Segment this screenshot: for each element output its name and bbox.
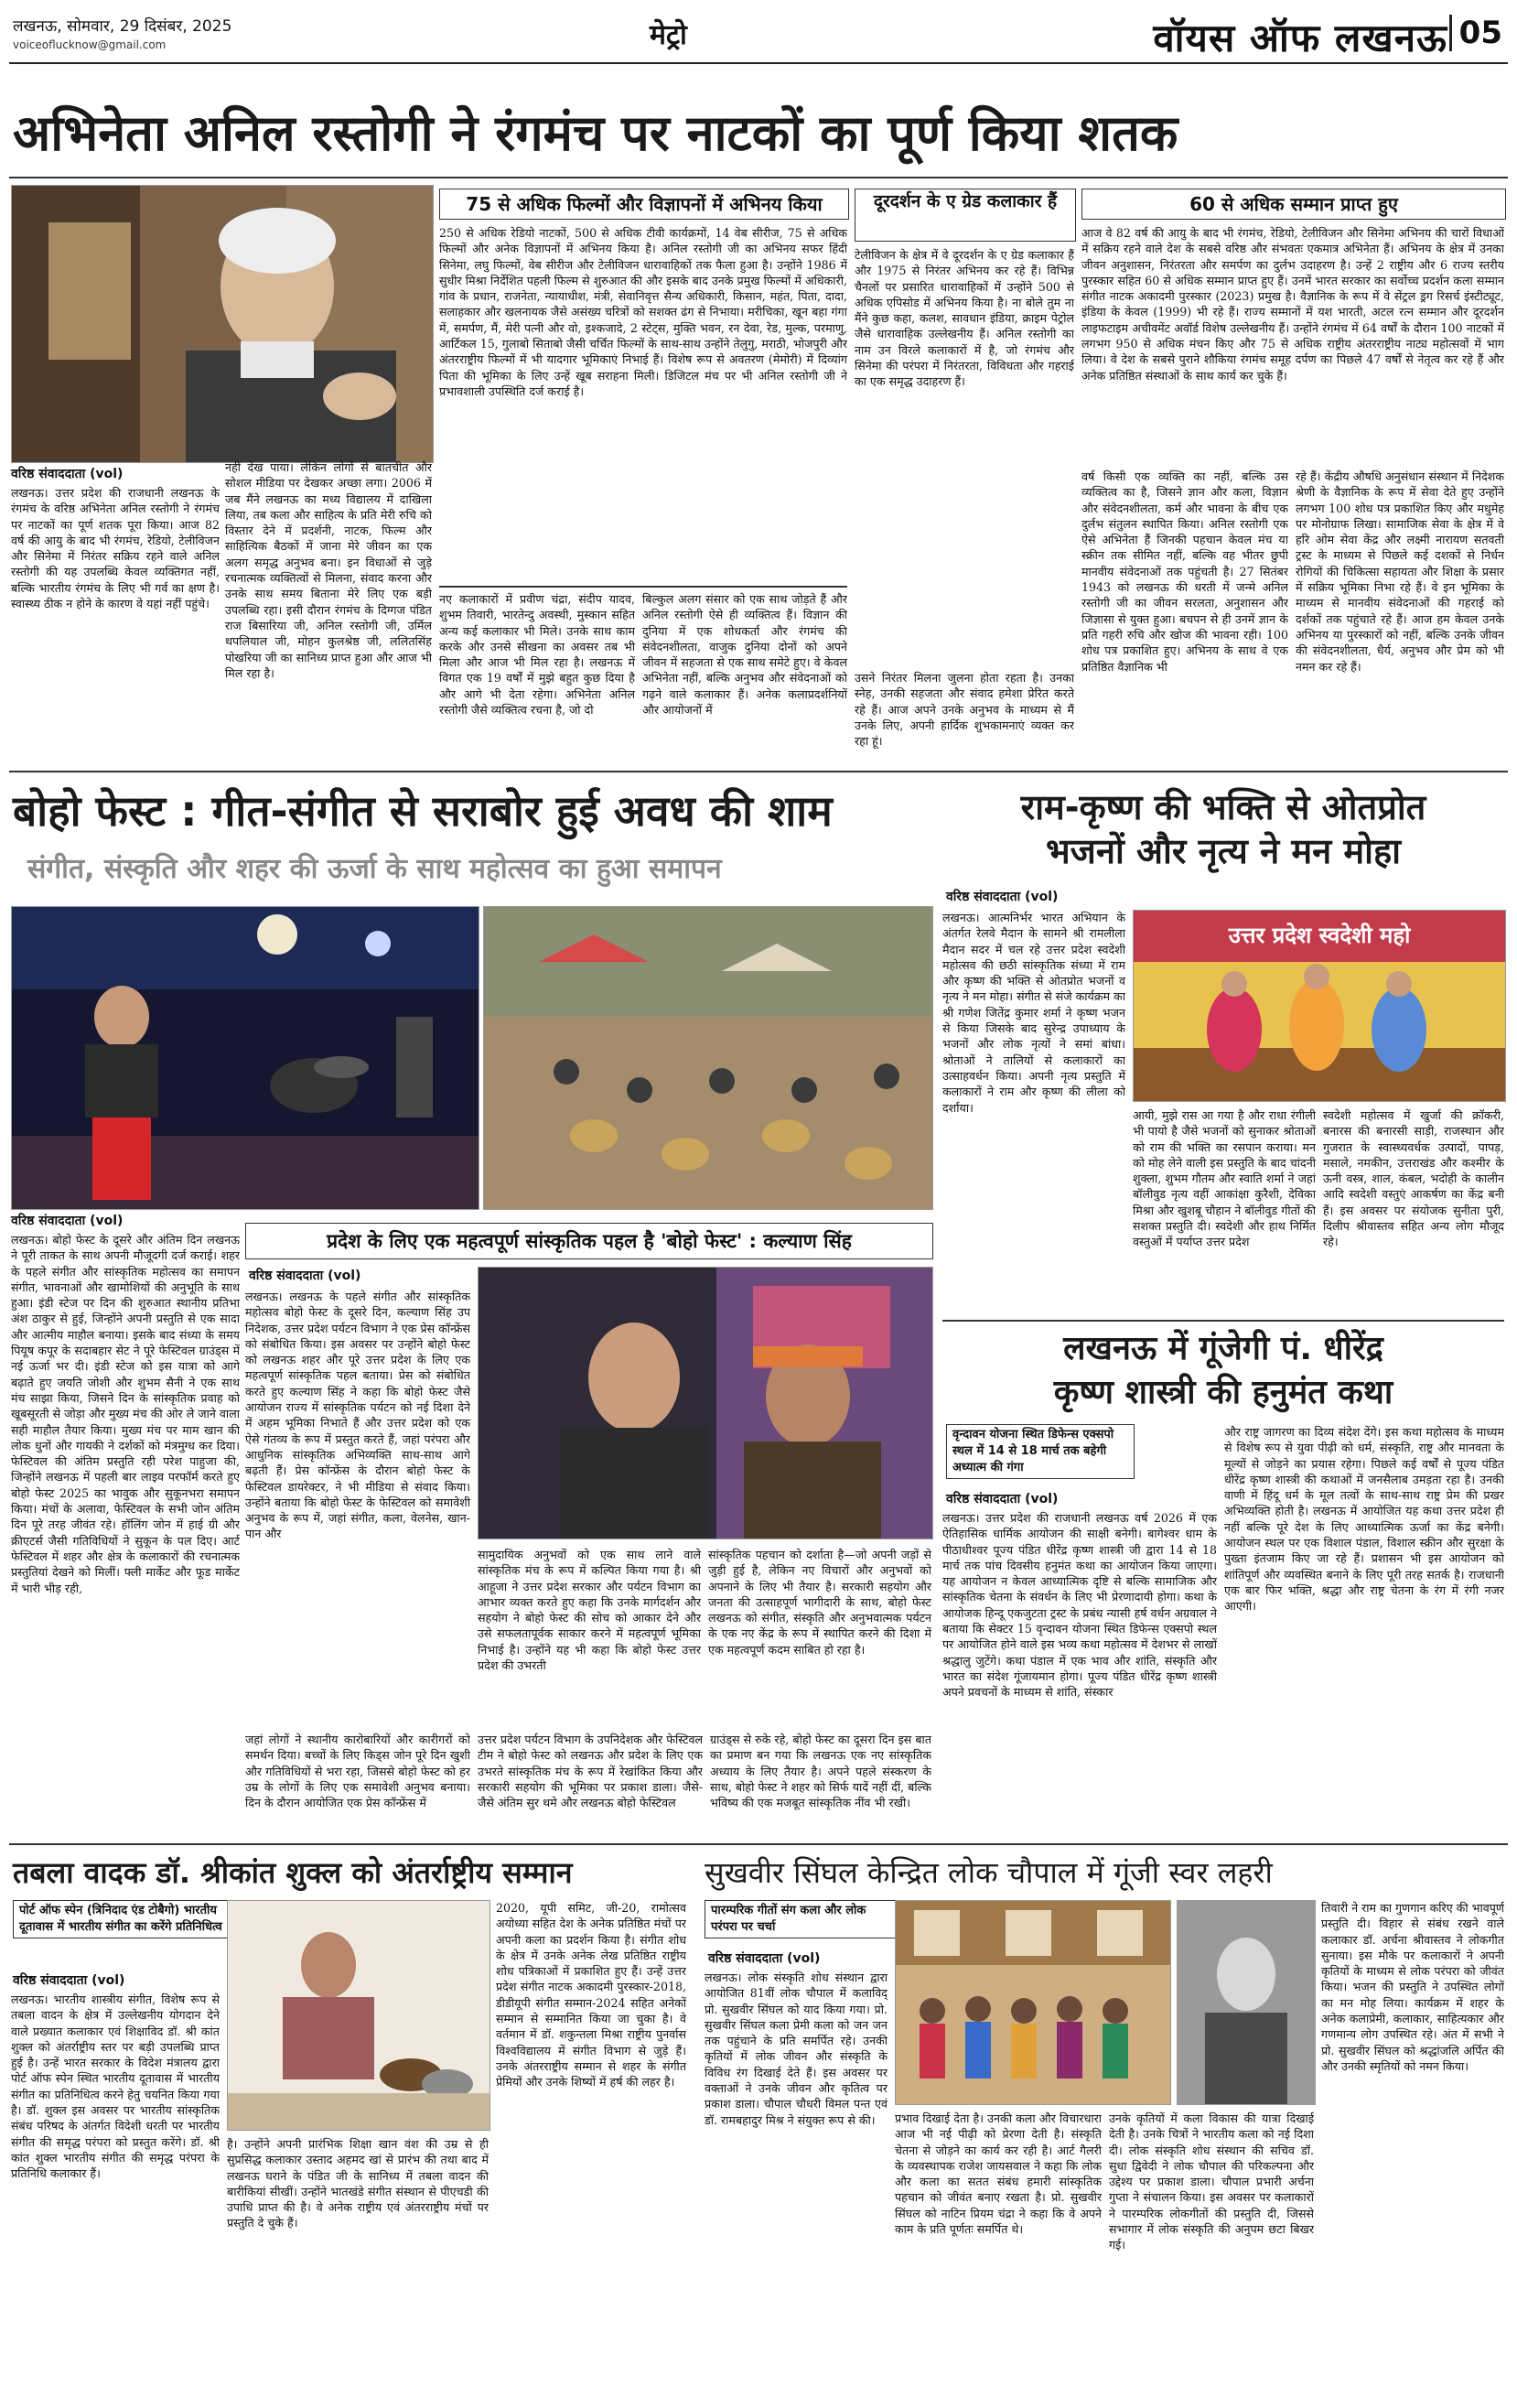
story2-subheadline: संगीत, संस्कृति और शहर की ऊर्जा के साथ महोत्सव का हुआ समापन (27, 853, 722, 885)
story7-group-photo (895, 1900, 1171, 2105)
story1-column-g: उसने निरंतर मिलना जुलना होता रहता है। उनका स्नेह, उनकी सहजता और संवाद हमेशा प्रेरित करते रहे हैं। आज अपने उनके अनुभव के माध्यम से मैं उनके लिए, अपनी हार्दिक शुभकामनाएं व्यक्त कर रहा हूं। (855, 671, 1074, 749)
tabla-player-photo (228, 1901, 490, 2130)
story2-headline: बोहो फेस्ट : गीत-संगीत से सराबोर हुई अवध की शाम (13, 786, 833, 836)
story6-column-a: लखनऊ। भारतीय शास्त्रीय संगीत, विशेष रूप से तबला वादन के क्षेत्र में उल्लेखनीय योगदान देने वाले प्रख्यात कलाकार एवं शिक्षाविद डॉ. श्री कांत शुक्ल को अंतर्राष्ट्रीय स्तर पर बड़ी उपलब्धि प्राप्त हुई है। उन्हें भारत सरकार के विदेश मंत्रालय द्वारा पोर्ट ऑफ स्पेन स्थित भारतीय दूतावास में भारतीय संगीत का प्रतिनिधित्व करने हेतु चयनित किया गया है। डॉ. शुक्ल इस अवसर पर भारतीय सांस्कृतिक संबंध परिषद के अंतर्गत विदेशी धरती पर भारतीय संगीत की समृद्ध परंपरा को प्रस्तुत करेंगे। डॉ. श्री कांत शुक्ल भारतीय संगीत की समृद्ध परंपरा के प्रतिनिधि कलाकार हैं। (11, 1992, 220, 2181)
story5-column-b: और राष्ट्र जागरण का दिव्य संदेश देंगे। इस कथा महोत्सव के माध्यम से विशेष रूप से युवा पीढ़ी को धर्म, संस्कृति, राष्ट्र और मानवता के मूल्यों से जोड़ने का प्रयास रहेगा। पिछले कई वर्षों से पूज्य पंडित धीरेंद्र कृष्ण शास्त्री की कथाओं में जनसैलाब उमड़ता रहा है। उनकी वाणी में हिंदू धर्म के मूल तत्वों के साथ-साथ राष्ट्र प्रेम की प्रखर अभिव्यक्ति होती है। लखनऊ में आयोजित यह कथा उत्तर प्रदेश ही नहीं बल्कि पूरे देश के लिए आध्यात्मिक ऊर्जा का केंद्र बनेगी। आयोजन स्थल पर एक विशाल पंडाल, विशाल स्क्रीन और सुरक्षा के पुख्ता इंतजाम किए जा रहे हैं। प्रशासन भी इस आयोजन को शांतिपूर्ण और व्यवस्थित बनाने के लिए पूरी तरह सतर्क है। राजधानी एक बार फिर भक्ति, श्रद्धा और राष्ट्र चेतना के रंग में रंगी नजर आएगी। (1224, 1425, 1504, 1614)
story1-box3-title: 60 से अधिक सम्मान प्राप्त हुए (1081, 189, 1506, 220)
story1-headline: अभिनेता अनिल रस्तोगी ने रंगमंच पर नाटकों का पूर्ण किया शतक (13, 104, 1178, 162)
story3-byline: वरिष्ठ संवाददाता (vol) (249, 1269, 361, 1283)
story7-column-d: तिवारी ने राम का गुणगान करिए की भावपूर्ण प्रस्तुति दी। विहार से संबंध रखने वाले कलाकार डॉ. अर्चना श्रीवास्तव ने लोकगीत सुनाया। इस मौके पर कलाकारों ने अपनी कृतियों के माध्यम से लोक परंपरा को जीवंत किया। भजन की प्रस्तुति ने उपस्थित लोगों का मन मोह लिया। कार्यक्रम में शहर के अनेक कलाप्रेमी, कलाकार, साहित्यकार और गणमान्य लोग उपस्थित रहे। अंत में सभी ने प्रो. सुखवीर सिंघल को श्रद्धांजलि अर्पित की और उनकी स्मृतियों को नमन किया। (1321, 1901, 1504, 2073)
story2-byline: वरिष्ठ संवाददाता (vol) (11, 1214, 124, 1228)
story3-column-c: सांस्कृतिक पहचान को दर्शाता है—जो अपनी जड़ों से जुड़ी हुई है, लेकिन नए विचारों और अनुभवों को अपनाने के लिए भी तैयार है। सरकारी सहयोग और जनता की उत्साहपूर्ण भागीदारी के साथ, बोहो फेस्ट लखनऊ को संगीत, संस्कृति और अनुभवात्मक पर्यटन के एक नए केंद्र के रूप में स्थापित करने की दिशा में एक महत्वपूर्ण कदम साबित हो रहा है। (708, 1548, 931, 1657)
story7-column-b: प्रभाव दिखाई देता है। उनकी कला और विचारधारा आज भी नई पीढ़ी को प्रेरणा देती है। संस्कृति चेतना से जोड़ने का कार्य कर रही है। आर्ट गैलरी के व्यवस्थापक राजेश जायसवाल ने कहा कि लोक और कला का सतत संबंध हमारी सांस्कृतिक पहचान को जीवंत बनाए रखता है। प्रो. सुखवीर सिंघल को नाटिन प्रियम चंद्रा ने कहा कि वे अपने काम के प्रति पूर्णतः समर्पित थे। (895, 2111, 1102, 2237)
concert-stage-image (12, 907, 479, 1209)
story2-crowd-photo (483, 906, 933, 1210)
contact-email: voiceoflucknow@gmail.com (13, 38, 167, 51)
story4-column-c: स्वदेशी महोत्सव में खुर्जा की क्रॉकरी, बनारस की बनारसी साड़ी, राजस्थान और गुजरात के स्वास्थ्यवर्धक उत्पादों, पापड़, मसाले, नमकीन, उत्तराखंड और कश्मीर के ऊनी वस्त्र, शाल, कंबल, भदोही के कालीन आदि स्वदेशी वस्तुएं आकर्षण का केंद्र बनी हैं। इस अवसर पर संयोजक सुनीता पुरी, दिलीप श्रीवास्तव सहित अन्य लोग मौजूद रहे। (1323, 1108, 1504, 1249)
story1-column-c: 250 से अधिक रेडियो नाटकों, 500 से अधिक टीवी कार्यक्रमों, 14 वेब सीरीज, 75 से अधिक फिल्मों और अनेक विज्ञापनों में अभिनय किया है। अनिल रस्तोगी जी का अभिनय सफर हिंदी सिनेमा, लघु फिल्मों, वेब सीरीज और टेलीविजन धारावाहिकों तक फैला हुआ है। उन्होंने 1986 में सुधीर मिश्रा निर्देशित पहली फिल्म से शुरुआत की और इसके बाद उनके प्रमुख फिल्मों में अधिकारी, गांव के प्रधान, राजनेता, न्यायाधीश, मंत्री, सेवानिवृत्त सैन्य अधिकारी, किसान, महंत, पिता, दादा, सलाहकार और खलनायक जैसे असंख्य चरित्रों को सशक्त ढंग से निभाया। मरीचिका, खून बहा गंगा में, समर्पण, मैं, मेरी पत्नी और वो, इश्कजादे, 2 स्टेट्स, मुक्ति भवन, रन देवा, रेड, मुल्क, परमाणु, आर्टिकल 15, गुलाबो सिताबो जैसी चर्चित फिल्मों के साथ-साथ उन्होंने तेलुगु, मराठी, भोजपुरी और अंतरराष्ट्रीय फिल्मों में भी यादगार भूमिकाएं निभाई हैं। विशेष रूप से अवतरण (मेमोरी) में दिव्यांग पिता की भूमिका के लिए उन्हें खूब सराहना मिली। डिजिटल मंच पर भी अनिल रस्तोगी जी ने प्रभावशाली उपस्थिति दर्ज कराई है। (439, 226, 847, 398)
story3-column-a: लखनऊ। लखनऊ के पहले संगीत और सांस्कृतिक महोत्सव बोहो फेस्ट के दूसरे दिन, कल्याण सिंह उप निदेशक, उत्तर प्रदेश पर्यटन विभाग ने एक प्रेस कॉन्फ्रेंस को संबोधित किया। इस अवसर पर उन्होंने बोहो फेस्ट को लखनऊ शहर और पूरे उत्तर प्रदेश के लिए एक महत्वपूर्ण सांस्कृतिक पहल बताया। प्रेस को संबोधित करते हुए कल्याण सिंह ने कहा कि बोहो फेस्ट जैसे आयोजन राज्य में सांस्कृतिक पर्यटन को नई दिशा देने में अहम भूमिका निभाते हैं और उत्तर प्रदेश को एक ऐसे गंतव्य के रूप में प्रस्तुत करते हैं, जहां परंपरा और आधुनिक सांस्कृतिक अभिव्यक्ति साथ-साथ आगे बढ़ती हैं। प्रेस कॉन्फ्रेंस के दौरान बोहो फेस्ट के फेस्टिवल डायरेक्टर, ने भी मीडिया से संवाद किया। उन्होंने बताया कि बोहो फेस्ट के फेस्टिवल को समावेशी अनुभव के रूप में, जहां संगीत, कला, वेलनेस, खान-पान और (245, 1290, 470, 1541)
story1-photo (11, 185, 434, 463)
story2-column-b: जहां लोगों ने स्थानीय कारोबारियों और कारीगरों को समर्थन दिया। बच्चों के लिए किड्स जोन पूरे दिन खुशी और गतिविधियों से भरा रहा, जिससे बोहो फेस्ट को हर उम्र के लोगों के लिए एक समावेशी अनुभव बनाया। दिन के दौरान आयोजित एक प्रेस कॉन्फ्रेंस में (245, 1733, 470, 1810)
story4-column-a: लखनऊ। आत्मनिर्भर भारत अभियान के अंतर्गत रेलवे मैदान के सामने श्री रामलीला मैदान सदर में चल रहे उत्तर प्रदेश स्वदेशी महोत्सव की छठी सांस्कृतिक संध्या में राम और कृष्ण की भक्ति से ओतप्रोत भजनों व नृत्य ने मन मोहा। संगीत से संजे कार्यक्रम का श्री गणेश जितेंद्र कुमार शर्मा ने कृष्ण भजन से किया जिसके बाद सुरेन्द्र उपाध्याय के भजनों और लोक नृत्यों ने समां बांधा। श्रोताओं ने तालियों से कलाकारों का उत्साहवर्धन किया। अपनी नृत्य प्रस्तुति में कलाकारों ने राम और कृष्ण की लीला को दर्शाया। (942, 911, 1125, 1115)
story7-column-a: लखनऊ। लोक संस्कृति शोध संस्थान द्वारा आयोजित 81वीं लोक चौपाल में कलाविद् प्रो. सुखवीर सिंघल को याद किया गया। प्रो. सुखवीर सिंघल कला प्रेमी कला को जन जन तक पहुंचाने के प्रति समर्पित रहे। उनकी कृतियों में लोक जीवन और संस्कृति के विविध रंग दिखाई देते हैं। इस अवसर पर वक्ताओं ने उनके जीवन और कृतित्व पर प्रकाश डाला। चौपाल चौधरी विमल पन्त एवं डॉ. रामबहादुर मिश्र ने संयुक्त रूप से की। (705, 1971, 888, 2127)
story1-column-d: नए कलाकारों में प्रवीण चंद्रा, संदीप यादव, शुभम तिवारी, भारतेन्दु अवस्थी, मुस्कान सहित अन्य कई कलाकार भी मिले। उनके साथ काम करके और उनसे सीखना का अवसर तब भी मिला और आज भी मिल रहा है। लखनऊ में विगत एक 19 वर्षों में मुझे बहुत कुछ दिया है और आगे भी देता रहेगा। अभिनेता अनिल रस्तोगी जैसे व्यक्तित्व रचना है, जो दो (439, 592, 635, 718)
story7-portrait-photo (1177, 1900, 1316, 2105)
story1-box1-title: 75 से अधिक फिल्मों और विज्ञापनों में अभिनय किया (439, 189, 849, 220)
story4-column-b: आयी, मुझे रास आ गया है और राधा रंगीली भी पायो है जैसे भजनों को सुनाकर श्रोताओं को राम की भक्ति का रसपान कराया। मन को मोह लेने वाली इस प्रस्तुति के बाद चांदनी शुक्ला, शुभम गौतम और स्वाति शर्मा ने जहां बॉलीवुड नृत्य वहीं आकांक्षा कुरैशी, देविका मिश्रा और खुशबू चौहान ने बॉलीवुड गीतों की सशक्त प्रस्तुति दी। स्वदेशी और हाथ निर्मित वस्तुओं में पर्याप्त उत्तर प्रदेश (1133, 1108, 1316, 1249)
masthead (9, 9, 1508, 64)
story2-stage-photo (11, 906, 479, 1210)
story6-column-b: है। उन्होंने अपनी प्रारंभिक शिक्षा खान वंश की उम्र से ही सुप्रसिद्ध कलाकार उस्ताद अहमद खां से प्रारंभ की तथा बाद में लखनऊ घराने के पंडित जी के सानिध्य में तबला वादन की बारीकियां सीखीं। उन्होंने भातखंडे संगीत संस्थान से पीएचडी की उपाधि प्राप्त की है। वे अनेक राष्ट्रीय एवं अंतरराष्ट्रीय मंचों पर प्रस्तुति दे चुके हैं। (227, 2137, 489, 2230)
story1-column-i: वर्ष किसी एक व्यक्ति का नहीं, बल्कि उस व्यक्तित्व का है, जिसने ज्ञान और कला, विज्ञान और संवेदनशीलता, कर्म और भावना के बीच एक दुर्लभ संतुलन स्थापित किया। अनिल रस्तोगी एक ऐसे अभिनेता हैं जिनकी पहचान केवल मंच या स्क्रीन तक सीमित नहीं, बल्कि वह भीतर छुपी मानवीय संवेदनाओं तक पहुंचती है। 27 सितंबर 1943 को लखनऊ की धरती में जन्मे अनिल रस्तोगी जी का जीवन सरलता, अनुशासन और जिज्ञासा से युक्त हुआ। बचपन से ही उनमें ज्ञान के प्रति गहरी रुचि और खोज की भावना रही। 100 शोध पत्र प्रकाशित हुए। अभिनय के साथ वे एक प्रतिष्ठित वैज्ञानिक भी (1081, 470, 1288, 674)
kalyan-singh-press-photo (479, 1268, 932, 1539)
story1-byline: वरिष्ठ संवाददाता (vol) (11, 467, 124, 481)
story5-tag: वृन्दावन योजना स्थित डिफेन्स एक्सपो स्थल में 14 से 18 मार्च तक बहेगी अध्यात्म की गंगा (946, 1424, 1135, 1479)
page-number: 05 (1449, 15, 1502, 51)
story1-column-f: टेलीविजन के क्षेत्र में वे दूरदर्शन के ए ग्रेड कलाकार हैं और 1975 से निरंतर अभिनय कर रहे हैं। विभिन्न चैनलों पर प्रसारित धारावाहिकों में उन्होंने 500 से अधिक एपिसोड में अभिनय किया है। ना बोले तुम ना मैंने कुछ कहा, कलश, सावधान इंडिया, क्राइम पेट्रोल जैसे धारावाहिक उल्लेखनीय हैं। अनिल रस्तोगी का नाम उन विरले कलाकारों में है, जो रंगमंच और सिनेमा की परंपरा में निरंतरता, विविधता और गहराई का एक समृद्ध उदाहरण हैं। (855, 248, 1074, 389)
photo-banner-text: उत्तर प्रदेश स्वदेशी महो (1228, 923, 1411, 948)
story1-box2-title: दूरदर्शन के ए ग्रेड कलाकार हैं (855, 189, 1076, 242)
story5-headline-line2: कृष्ण शास्त्री की हनुमंत कथा (1053, 1374, 1393, 1411)
story6-byline: वरिष्ठ संवाददाता (vol) (13, 1973, 125, 1988)
story5-headline-line1: लखनऊ में गूंजेगी पं. धीरेंद्र (1063, 1330, 1383, 1367)
story4-headline-line1: राम-कृष्ण की भक्ति से ओतप्रोत (1020, 787, 1426, 827)
story1-column-j: रहे हैं। केंद्रीय औषधि अनुसंधान संस्थान में निदेशक श्रेणी के वैज्ञानिक के रूप में सेवा देते हुए उन्होंने लगभग 100 शोध पत्र प्रकाशित किए और मधुमेह पर मोनोग्राफ लिखा। सामाजिक सेवा के क्षेत्र में वे हरि ओम सेवा केंद्र और लक्ष्मी नारायण सतवती ट्रस्ट के माध्यम से पिछले कई दशकों से निर्धन रोगियों की चिकित्सा सहायता और शिक्षा के प्रसार में सक्रिय भूमिका निभा रहे हैं। वे इन भूमिका के माध्यम से मानवीय संवेदनाओं की गहराई को दर्शकों तक पहुंचाते रहे हैं। आज हम केवल उनके अभिनय या पुरस्कारों को नहीं, बल्कि उनके जीवन की संवेदनशीलता, धैर्य, अनुभव और प्रेम को भी नमन कर रहे हैं। (1296, 470, 1504, 674)
story2-column-d: ग्राउंड्स से रुके रहे, बोहो फेस्ट का दूसरा दिन इस बात का प्रमाण बन गया कि लखनऊ एक नए सांस्कृतिक अध्याय के लिए तैयार है। अपने पहले संस्करण के साथ, बोहो फेस्ट ने शहर को सिर्फ यादें नहीं दीं, बल्कि भविष्य की एक मजबूत सांस्कृतिक नींव भी रखी। (710, 1733, 931, 1810)
story5-column-a: लखनऊ। उत्तर प्रदेश की राजधानी लखनऊ वर्ष 2026 में एक ऐतिहासिक धार्मिक आयोजन की साक्षी बनेगी। बागेश्वर धाम के पीठाधीश्वर पूज्य पंडित धीरेंद्र कृष्ण शास्त्री जी द्वारा 14 से 18 मार्च तक पांच दिवसीय हनुमंत कथा का आयोजन किया जाएगा। यह आयोजन न केवल आध्यात्मिक दृष्टि से बल्कि सामाजिक और सांस्कृतिक चेतना के संवर्धन के लिए भी प्रेरणादायी होगा। कथा के आयोजक हिन्दू एकजुटता ट्रस्ट के प्रबंध न्यासी हर्ष वर्धन अग्रवाल ने बताया कि सेक्टर 15 वृन्दावन योजना स्थित डिफेन्स एक्सपो स्थल पर आयोजित होने वाले इस भव्य कथा महोत्सव में देशभर से लाखों श्रद्धालु जुटेंगे। कथा पंडाल में एक भाव और शांति, संस्कृति और भारत का संदेश गूंजायमान होगा। पूज्य पंडित धीरेंद्र कृष्ण शास्त्री अपने प्रवचनों के माध्यम से शांति, संस्कार (942, 1511, 1217, 1700)
story1-column-h: आज वे 82 वर्ष की आयु के बाद भी रंगमंच, रेडियो, टेलीविजन और सिनेमा अभिनय की चारों विधाओं में सक्रिय रहने वाले देश के सबसे वरिष्ठ और संभवतः एकमात्र अभिनेता हैं। अभिनय के क्षेत्र में उनका जीवन अनुशासन, निरंतरता और समर्पण का दुर्लभ उदाहरण है। उन्हें 2 राष्ट्रीय और 6 राज्य स्तरीय पुरस्कार सहित 60 से अधिक सम्मान प्राप्त हुए हैं। उनमें भारत सरकार का सर्वोच्च प्रदर्शन कला सम्मान संगीत नाटक अकादमी पुरस्कार (2023) प्रमुख है। वैज्ञानिक के रूप में वे सेंट्रल ड्रग रिसर्च इंस्टीट्यूट, इंडिया के केवल (1999) भी रहे हैं। राज्य सम्मानों में यश भारती, अटल रत्न सम्मान और दूरदर्शन लाइफटाइम अचीवमेंट अवॉर्ड विशेष उल्लेखनीय हैं। उन्होंने रंगमंच में 64 वर्षों के दौरान 100 नाटकों में लगभग 950 से अधिक मंचन किए और 75 से अधिक राष्ट्रीय अंतरराष्ट्रीय नाट्य महोत्सवों में भाग लिया। वे देश के सबसे पुराने शौकिया रंगमंच समूह दर्पण का पिछले 47 वर्षों से नेतृत्व कर रहे हैं और अनेक प्रतिष्ठित संस्थाओं के साथ कार्य कर चुके हैं। (1081, 226, 1504, 383)
lok-chaupal-group-image (896, 1901, 1170, 2104)
story3-headline: प्रदेश के लिए एक महत्वपूर्ण सांस्कृतिक पहल है 'बोहो फेस्ट' : कल्याण सिंह (245, 1223, 933, 1259)
section-label: मेट्रो (650, 19, 687, 51)
story6-headline: तबला वादक डॉ. श्रीकांत शुक्ल को अंतर्राष्ट्रीय सम्मान (13, 1855, 573, 1890)
story3-column-b: सामुदायिक अनुभवों को एक साथ लाने वाले सांस्कृतिक मंच के रूप में कल्पित किया गया है। श्री आहूजा ने उत्तर प्रदेश सरकार और पर्यटन विभाग का आभार व्यक्त करते हुए कहा कि उनके मार्गदर्शन और सहयोग ने बोहो फेस्ट की सोच को आकार देने और उसे सफलतापूर्वक साकार करने में महत्वपूर्ण भूमिका निभाई है। उन्होंने यह भी कहा कि बोहो फेस्ट उत्तर प्रदेश की उभरती (478, 1548, 701, 1673)
festival-crowd-image (484, 907, 932, 1209)
story7-byline: वरिष्ठ संवाददाता (vol) (708, 1951, 821, 1966)
story7-headline: सुखवीर सिंघल केन्द्रित लोक चौपाल में गूंजी स्वर लहरी (705, 1855, 1273, 1890)
issue-date: लखनऊ, सोमवार, 29 दिसंबर, 2025 (13, 17, 232, 36)
story4-headline-line2: भजनों और नृत्य ने मन मोहा (1045, 831, 1402, 871)
story2-column-a: लखनऊ। बोहो फेस्ट के दूसरे और अंतिम दिन लखनऊ ने पूरी ताकत के साथ अपनी मौजूदगी दर्ज कराई। शहर के पहले संगीत और सांस्कृतिक महोत्सव का समापन संगीत, भावनाओं और खामोशियों की अनुभूति के साथ हुआ। इंडी स्टेज पर दिन की शुरुआत स्थानीय प्रतिभा अंश ठाकुर से हुई, जिन्होंने अपनी प्रस्तुति से एक सादा और आत्मीय माहौल बनाया। इसके बाद संध्या के समय पियूष कपूर के सदाबहार सेट ने पूरे फेस्टिवल ग्राउंड्स में नई ऊर्जा भर दी। इंडी स्टेज को इस यात्रा को आगे बढ़ाते हुए जयति जोशी और शुभम सैनी ने एक साथ मंच साझा किया, जिसने दिन के सांस्कृतिक प्रवाह को खूबसूरती से जोड़ा और मुख्य मंच की ओर ले जाने वाला सही माहौल तैयार किया। मुख्य मंच पर माम खान की लोक धुनों और गायकी ने दर्शकों को मंत्रमुग्ध कर दिया। फेस्टिवल की अंतिम प्रस्तुति रही परेश पाहुजा की, जिन्होंने लखनऊ में पहली बार लाइव परफॉर्म करते हुए बोहो फेस्ट 2025 का भावुक और सुकूनभरा समापन किया। मंचों के अलावा, फेस्टिवल के सभी जोन अंतिम दिन पूरे तरह जीवंत रहे। हॉलिंग जोन में हाई ग्री और क्रीएटर्स जैसी गतिविधियों ने सुकून के पल दिए। आर्ट फेस्टिवल में शहर और क्षेत्र के कलाकारों की रचनात्मक प्रस्तुतियां देखने को मिलीं। फ्ली मार्केट और फूड मार्केट में भारी भीड़ रही, (11, 1233, 240, 1595)
sukhveer-singhal-portrait (1178, 1901, 1315, 2104)
story1-column-b: नहीं देख पाया। लेकिन लोगों से बातचीत और सोशल मीडिया पर देखकर अच्छा लगा। 2006 में जब मैंने लखनऊ का मध्य विद्यालय में दाखिला लिया, तब कला और साहित्य के प्रति मेरी रुचि को विस्तार देने में प्रदर्शनी, नाटक, फिल्म और साहित्यिक बैठकों में जाना मेरे जीवन का एक अलग समृद्ध अनुभव बना। इन विधाओं से जुड़े रचनात्मक व्यक्तित्वों से मिलना, संवाद करना और उनके साथ समय बिताना मेरे लिए एक बड़ी उपलब्धि रहा। इसी दौरान रंगमंच के दिग्गज पंडित राज बिसारिया जी, अनिल रस्तोगी जी, उर्मिल थपलियाल जी, मोहन कुलश्रेष्ठ जी, ललितसिंह पोखरिया जी का सानिध्य प्राप्त हुआ और आज भी मिल रहा है। (225, 460, 432, 680)
story4-byline: वरिष्ठ संवाददाता (vol) (946, 890, 1059, 904)
story7-tag: पारम्परिक गीतों संग कला और लोक परंपरा पर चर्चा (705, 1900, 900, 1938)
story3-photo (478, 1267, 933, 1539)
story6-tag: पोर्ट ऑफ स्पेन (त्रिनिदाद एंड टोबैगो) भारतीय दूतावास में भारतीय संगीत का करेंगे प्रतिनिधित्व (13, 1900, 232, 1938)
paper-name: वॉयस ऑफ लखनऊ (1153, 16, 1447, 60)
story7-column-c: उनके कृतियों में कला विकास की यात्रा दिखाई देती है। उनके चित्रों ने भारतीय कला को नई दिशा दी। लोक संस्कृति शोध संस्थान की सचिव डॉ. सुधा द्विवेदी ने लोक चौपाल की परिकल्पना और उद्देश्य पर प्रकाश डाला। चौपाल प्रभारी अर्चना गुप्ता ने संचालन किया। इस अवसर पर कलाकारों ने पारम्परिक लोकगीतों की प्रस्तुति दी, जिससे सभागार में लोक संस्कृति की अनुपम छटा बिखर गई। (1109, 2111, 1314, 2252)
story1-column-a: लखनऊ। उत्तर प्रदेश की राजधानी लखनऊ के रंगमंच के वरिष्ठ अभिनेता अनिल रस्तोगी ने रंगमंच पर नाटकों का पूर्ण शतक पूरा किया। आज 82 वर्ष की आयु के बाद भी रंगमंच, रेडियो, टेलीविजन और सिनेमा में निरंतर सक्रिय रहने वाले अनिल रस्तोगी की यह उपलब्धि केवल व्यक्तिगत नहीं, बल्कि भारतीय रंगमंच के लिए भी गर्व का क्षण है। स्वास्थ्य ठीक न होने के कारण वे यहां नहीं पहुंचे। (11, 486, 220, 611)
story1-column-e: बिल्कुल अलग संसार को एक साथ जोड़ते हैं और अनिल रस्तोगी ऐसे ही व्यक्तित्व हैं। विज्ञान की दुनिया में एक शोधकर्ता और रंगमंच की संवेदनशीलता, वाजुक दुनिया दोनों को अपने जीवन में सहजता से एक साथ समेटे हुए। वे केवल अभिनेता नहीं, बल्कि अनुभव और संवेदनाओं को गढ़ने वाले कलाकार हैं। अनेक कलाप्रदर्शनियों और आयोजनों में (642, 592, 847, 718)
story5-byline: वरिष्ठ संवाददाता (vol) (946, 1492, 1059, 1506)
anil-rastogi-portrait (12, 186, 433, 462)
story6-column-c: 2020, यूपी समिट, जी-20, रामोत्सव अयोध्या सहित देश के अनेक प्रतिष्ठित मंचों पर अपनी कला का प्रदर्शन किया है। संगीत शोध के क्षेत्र में उनके अनेक लेख प्रतिष्ठित राष्ट्रीय शोध पत्रिकाओं में प्रकाशित हुए हैं। उन्हें उत्तर प्रदेश संगीत नाटक अकादमी पुरस्कार-2018, डीडीयूपी संगीत सम्मान-2024 सहित अनेकों सम्मान से सम्मानित किया जा चुका है। वे वर्तमान में डॉ. शकुन्तला मिश्रा राष्ट्रीय पुनर्वास विश्वविद्यालय में संगीत विभाग से जुड़े हैं। उनके अंतरराष्ट्रीय सम्मान से शहर के संगीत प्रेमियों और उनके शिष्यों में हर्ष की लहर है। (496, 1901, 686, 2089)
story6-photo (227, 1900, 490, 2131)
story2-column-c: उत्तर प्रदेश पर्यटन विभाग के उपनिदेशक और फेस्टिवल टीम ने बोहो फेस्ट को लखनऊ और प्रदेश के लिए एक उभरते सांस्कृतिक मंच के रूप में रेखांकित किया और सरकारी सहयोग की भूमिका पर प्रकाश डाला। जैसे-जैसे अंतिम सुर थमे और लखनऊ बोहो फेस्टिवल (478, 1733, 703, 1810)
story4-photo (1133, 910, 1506, 1102)
